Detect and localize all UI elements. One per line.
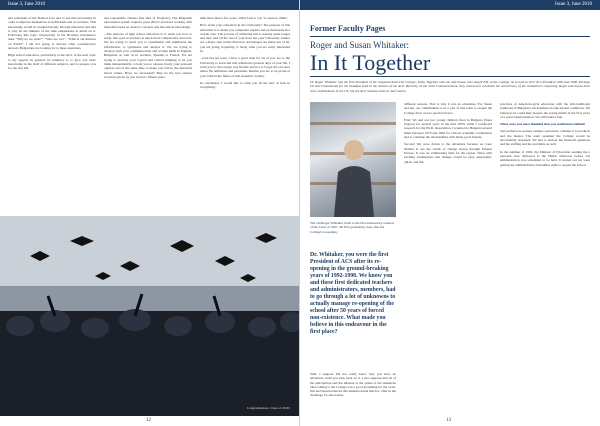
interview-question: Dr. Whitaker, you were the first President of ACS after its re-opening in the ground-breaking years of 1992-1998. We know you and these first dedicated teachers and administrators, members, had to go through a lot of unknowns to actually manage re-opening of the school after 50 years of forced non-existence. What made you believe in this endeavour in the first place?: [310, 252, 396, 335]
page-number-left: 12: [146, 418, 151, 423]
section-kicker: Former Faculty Pages: [310, 24, 386, 33]
paragraph: time more than a few years. What I am to you "to learn to think".: [200, 16, 289, 20]
paragraph: ...The purpose of high school education is to teach you how to study. Our goal as teachers is much more complicated, however. We are trying to teach you to systematise and summarise the information, to synthesise and analyse it. We are trying to develop both your communication and written skills in English, Bulgarian as well as in German, Spanish or French. We are trying to develop your logical and critical thinking to let you think independently, to help you to express freely your personal opinion and at the same time to make you follow the universal moral values. Have we succeeded? May be the best answer would be given by you in ten to fifteen years.: [104, 31, 192, 79]
graduation-photo: [0, 216, 300, 416]
article-column-3: [200, 16, 290, 92]
divider: [310, 36, 590, 37]
left-page-header: [0, 0, 299, 10]
right-page: [300, 0, 600, 426]
paragraph: ...Last but not least, I have a great wish for all of you. Go to the University to learn and will remain the greatest days of your life. I wish you to have many true friends and not to forget the old ones either. Be ambitious and persistent. Realise you are to be proud of your faith in the future of this beautiful country.: [200, 56, 290, 78]
article-title: In It Together: [310, 50, 431, 75]
issue-label: Issue 3, June 2010: [555, 2, 592, 7]
inset-photo-caption: The old Roger Whitaker visits to the first anniversary reunion of the Class of 1997, the first graduating class after the College's reopening.: [310, 221, 394, 234]
paragraph: different reasons. That is why it was an adventure. For Susan and me, our commitment to be a part of that team to reopen the College drew on two special factors.: [404, 102, 492, 115]
paragraph: Successful non-western campus operations, whether it is products and the master. The team assumed the College would be successfully reopened. We had to answer the financial questions and the staffing and the problems as well.: [500, 129, 590, 147]
article-intro: Dr. Roger Whitaker was the first President of the reopened American College, Sofia. Together with his wife Susan, who taught ESL at the College, he served as ACS' first President 1992 and 1998. Perhaps his best remembered for his steadfast faith in the mission of the ACS. Recently, at the 2010 Commencement, they returned to celebrate the anniversary of the institution's reopening. Roger and Susan have since settled down in the US, but the ACS remains close to their hearts.: [310, 80, 590, 93]
right-page-header: [300, 0, 600, 10]
article-subtitle: Roger and Susan Whitaker:: [310, 40, 410, 50]
interview-question: What were you most thankful that you could leave behind?: [500, 122, 586, 127]
paragraph: In conclusion, I would like to wish you all the best of luck in everything!: [200, 80, 290, 90]
issue-label: Issue 3, June 2010: [8, 2, 45, 7]
paragraph: and principles of the Natural Law and to use this knowledge in order to improve themselves as individuals and as societies. This knowledge would be acquired mostly through education and that is why all the thinkers of the time emphasised so much on it. Following this logic, Dostoevsky in the Brothers Karamazov asks: "Why do we exist?", "Who are we?", "What is our mission on Earth?" I am not going to discuss what contemporary answers Bulgarians are looking for to these questions.: [8, 16, 96, 51]
article-column-1: [8, 16, 96, 74]
article-column-3: [500, 102, 590, 170]
paragraph: practices of American-style education with the still-traditional traditions of Bulgaria's environment in educational conditions. We believed we could help prepare the young minds in the first years of a great transformation. We still believe that.: [500, 102, 590, 119]
photo-caption: Congratulations, Class of 2010!: [246, 406, 290, 410]
article-column-2: [404, 102, 492, 167]
divider: [310, 76, 590, 77]
paragraph: High school education, particularly at the ACS, is the next topic to my speech. In general, its tendency is to give you basic knowledge in the field of different subjects, and to prepare you for the real life.: [8, 53, 96, 71]
paragraph: First: We and our two young children lived in Bulgaria (Stara Zagora) for several years in the mid 1970s while I conducted research for my Ph.D. dissertation. I returned to Bulgaria several times between 1976 and 1992 for various academic conferences and to continue the relationships with many good friends.: [404, 117, 492, 140]
paragraph: In the summer of 1992, the Minister of Education sending me a personal note delivered to the Hilton afternoon before our administration was scheduled to be held. It turned out we were getting the administrative formalities right to reopen the school.: [500, 149, 590, 167]
paragraph: and responsible citizens (the idea of Progress). The Bulgarian educational system requires great efforts and hard working with materials based on abstract concepts and theoretical knowledge.: [104, 16, 192, 29]
article-column-2: [104, 16, 192, 82]
graduation-scene-image: [0, 216, 300, 416]
page-number-right: 13: [446, 418, 451, 423]
paragraph: Well, I suppose I'm not really know why you have an adventure, until you look back on it. I also suppose that all of the anticipation and the mission at the outset of the American idea coming to the College was a good grounding for the work. Jim and Susan believed this institution had much to offer in the challenge for innovation.: [310, 372, 396, 398]
article-column-1: [310, 372, 396, 401]
paragraph: Second: We were drawn to the adventure because we were thrilled to see the winds of change sweep through Eastern Europe. It was an exhilarating time for the region, filled with exciting assumptions that change would be easy, purposeful, quick, and fair.: [404, 142, 492, 164]
paragraph: How about your education in the University? The purpose of this education is to make you competent experts and professionals in a certain area. The process of achieving this is usually quite longer and may take all the rest of your lives but your University studies are a major step in this direction. Advantages are many but of all, you are going, hopefully, to study what you are really interested in.: [200, 23, 290, 54]
person-silhouette-icon: [310, 102, 396, 217]
roger-whitaker-photo: [310, 102, 396, 217]
